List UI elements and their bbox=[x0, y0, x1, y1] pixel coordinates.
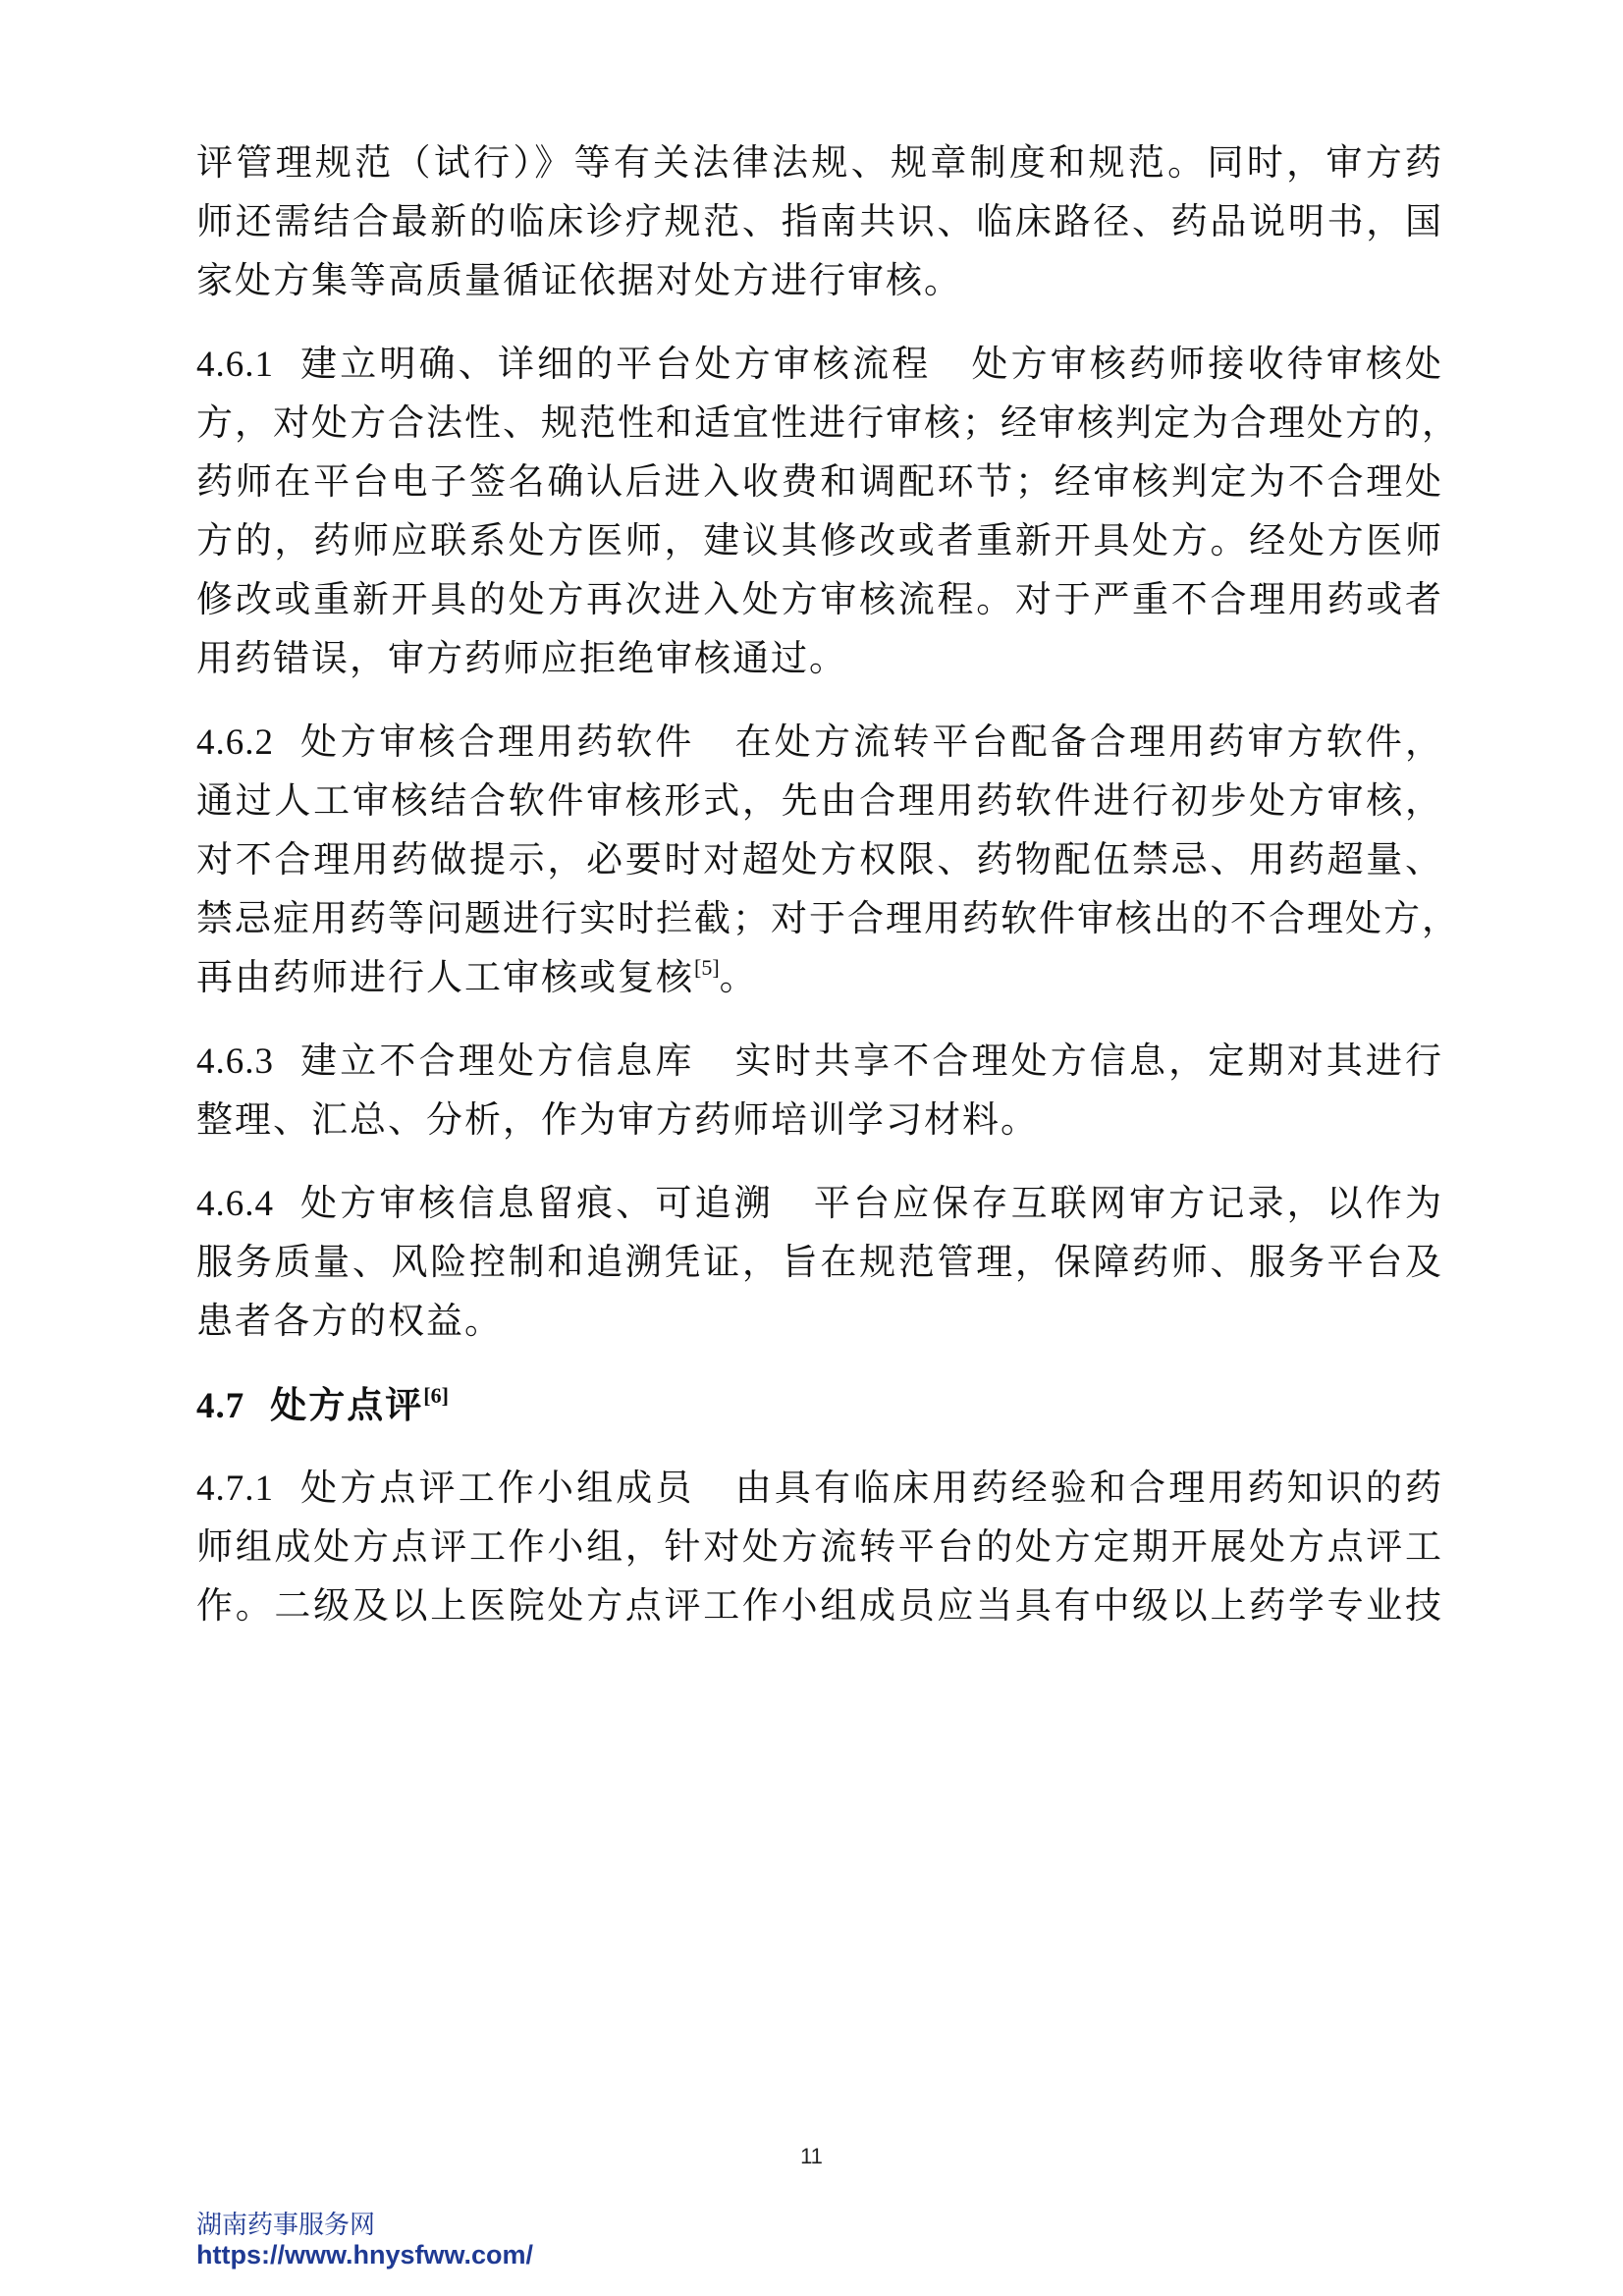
paragraph-text: 平台应保存互联网审方记录，以作为 bbox=[812, 1182, 1444, 1224]
paragraph-text: 。 bbox=[719, 956, 758, 998]
citation-reference: [6] bbox=[423, 1382, 449, 1408]
paragraph-line: 患者各方的权益。 bbox=[196, 1300, 503, 1342]
paragraph-line: 修改或重新开具的处方再次进入处方审核流程。对于严重不合理用药或者 bbox=[196, 578, 1443, 620]
citation-reference: [5] bbox=[694, 954, 720, 980]
paragraph-line: 服务质量、风险控制和追溯凭证，旨在规范管理，保障药师、服务平台及 bbox=[196, 1241, 1443, 1283]
heading-title: 处方点评 bbox=[270, 1383, 424, 1426]
paragraph-line: 作。二级及以上医院处方点评工作小组成员应当具有中级以上药学专业技 bbox=[196, 1584, 1443, 1627]
section-number: 4.6.4 bbox=[196, 1184, 274, 1224]
paragraph-line: 方的，药师应联系处方医师，建议其修改或者重新开具处方。经处方医师 bbox=[196, 519, 1443, 561]
paragraph-text: 处方审核药师接收待审核处 bbox=[970, 343, 1443, 385]
paragraph-line: 对不合理用药做提示，必要时对超处方权限、药物配伍禁忌、用药超量、 bbox=[196, 838, 1443, 881]
heading-number: 4.7 bbox=[196, 1386, 245, 1426]
section-4-6-3-first-line bbox=[196, 1039, 1443, 1084]
section-4-7-1-first-line bbox=[196, 1466, 1443, 1511]
paragraph-line: 禁忌症用药等问题进行实时拦截；对于合理用药软件审核出的不合理处方， bbox=[196, 897, 1460, 939]
section-4-6-4-first-line bbox=[196, 1181, 1443, 1226]
section-number: 4.6.1 bbox=[196, 345, 274, 385]
paragraph-text: 在处方流转平台配备合理用药审方软件， bbox=[733, 721, 1444, 763]
page-number: 11 bbox=[800, 2144, 823, 2168]
paragraph-line: 通过人工审核结合软件审核形式，先由合理用药软件进行初步处方审核， bbox=[196, 779, 1443, 822]
paragraph-text: 再由药师进行人工审核或复核 bbox=[196, 956, 694, 998]
section-heading-4-7 bbox=[196, 1382, 1443, 1427]
section-title: 处方点评工作小组成员 bbox=[299, 1467, 695, 1509]
section-title: 处方审核信息留痕、可追溯 bbox=[299, 1182, 774, 1224]
paragraph-line: 家处方集等高质量循证依据对处方进行审核。 bbox=[196, 259, 962, 301]
section-4-6-2-first-line bbox=[196, 720, 1443, 765]
paragraph-line: 药师在平台电子签名确认后进入收费和调配环节；经审核判定为不合理处 bbox=[196, 460, 1443, 503]
paragraph-text: 由具有临床用药经验和合理用药知识的药 bbox=[733, 1467, 1444, 1509]
paragraph-line: 用药错误，审方药师应拒绝审核通过。 bbox=[196, 637, 847, 679]
section-title: 建立不合理处方信息库 bbox=[299, 1040, 695, 1082]
section-title: 建立明确、详细的平台处方审核流程 bbox=[299, 343, 932, 385]
paragraph-line: 评管理规范（试行）》等有关法律法规、规章制度和规范。同时，审方药 bbox=[196, 141, 1443, 184]
paragraph-line: 方，对处方合法性、规范性和适宜性进行审核；经审核判定为合理处方的， bbox=[196, 401, 1460, 444]
section-number: 4.6.3 bbox=[196, 1041, 274, 1082]
paragraph-line-with-reference bbox=[196, 955, 1443, 1000]
paragraph-line: 师组成处方点评工作小组，针对处方流转平台的处方定期开展处方点评工 bbox=[196, 1525, 1443, 1568]
paragraph-text: 实时共享不合理处方信息，定期对其进行 bbox=[733, 1040, 1444, 1082]
section-number: 4.7.1 bbox=[196, 1468, 274, 1509]
section-number: 4.6.2 bbox=[196, 722, 274, 763]
footer-site-name: 湖南药事服务网 bbox=[196, 2211, 376, 2240]
paragraph-line: 整理、汇总、分析，作为审方药师培训学习材料。 bbox=[196, 1098, 1039, 1141]
footer-site-url-link[interactable]: https://www.hnysfww.com/ bbox=[196, 2240, 534, 2269]
section-4-6-1-first-line bbox=[196, 342, 1443, 387]
paragraph-line: 师还需结合最新的临床诊疗规范、指南共识、临床路径、药品说明书，国 bbox=[196, 200, 1443, 242]
section-title: 处方审核合理用药软件 bbox=[299, 721, 695, 763]
